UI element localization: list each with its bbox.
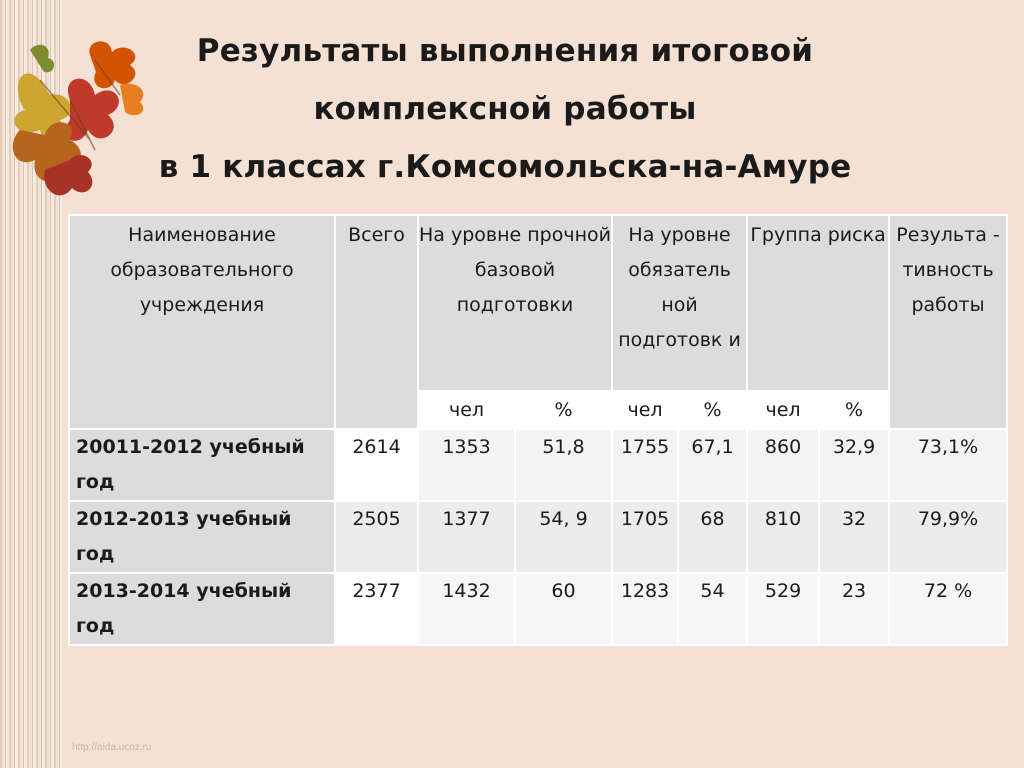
cell-solid-percent: 60: [515, 573, 612, 645]
table-row: [69, 501, 1007, 573]
subheader-solid-count: чел: [418, 391, 515, 429]
header-total: Всего: [335, 215, 418, 429]
row-year: 2013-2014 учебный год: [69, 573, 335, 645]
row-year: 20011-2012 учебный год: [69, 429, 335, 501]
cell-solid-percent: 54, 9: [515, 501, 612, 573]
cell-total: 2505: [335, 501, 418, 573]
subheader-risk-percent: %: [819, 391, 889, 429]
header-result: Результа - тивность работы: [889, 215, 1007, 429]
cell-solid-count: 1377: [418, 501, 515, 573]
cell-solid-count: 1432: [418, 573, 515, 645]
cell-risk-count: 860: [747, 429, 819, 501]
cell-result: 73,1%: [889, 429, 1007, 501]
cell-result: 79,9%: [889, 501, 1007, 573]
cell-total: 2377: [335, 573, 418, 645]
cell-solid-percent: 51,8: [515, 429, 612, 501]
cell-risk-percent: 32: [819, 501, 889, 573]
cell-risk-percent: 23: [819, 573, 889, 645]
cell-risk-count: 529: [747, 573, 819, 645]
cell-mandatory-count: 1705: [612, 501, 678, 573]
subheader-mandatory-count: чел: [612, 391, 678, 429]
cell-risk-count: 810: [747, 501, 819, 573]
title-line-1: Результаты выполнения итоговой: [196, 33, 814, 69]
subheader-mandatory-percent: %: [678, 391, 747, 429]
subheader-risk-count: чел: [747, 391, 819, 429]
cell-mandatory-count: 1755: [612, 429, 678, 501]
cell-mandatory-percent: 68: [678, 501, 747, 573]
header-solid: На уровне прочной базовой подготовки: [418, 215, 612, 391]
cell-result: 72 %: [889, 573, 1007, 645]
page-title: [110, 22, 900, 196]
subheader-solid-percent: %: [515, 391, 612, 429]
header-risk: Группа риска: [747, 215, 889, 391]
title-line-3: в 1 классах г.Комсомольска-на-Амуре: [158, 149, 852, 185]
header-mandatory: На уровне обязатель ной подготовк и: [612, 215, 747, 391]
table-row: [69, 573, 1007, 645]
header-name: Наименование образовательного учреждения: [69, 215, 335, 429]
cell-total: 2614: [335, 429, 418, 501]
results-table: [68, 214, 1008, 646]
cell-solid-count: 1353: [418, 429, 515, 501]
cell-mandatory-count: 1283: [612, 573, 678, 645]
cell-mandatory-percent: 67,1: [678, 429, 747, 501]
row-year: 2012-2013 учебный год: [69, 501, 335, 573]
watermark-url: http://aida.ucoz.ru: [72, 742, 152, 753]
cell-mandatory-percent: 54: [678, 573, 747, 645]
table-row: [69, 429, 1007, 501]
cell-risk-percent: 32,9: [819, 429, 889, 501]
title-line-2: комплексной работы: [313, 91, 697, 127]
